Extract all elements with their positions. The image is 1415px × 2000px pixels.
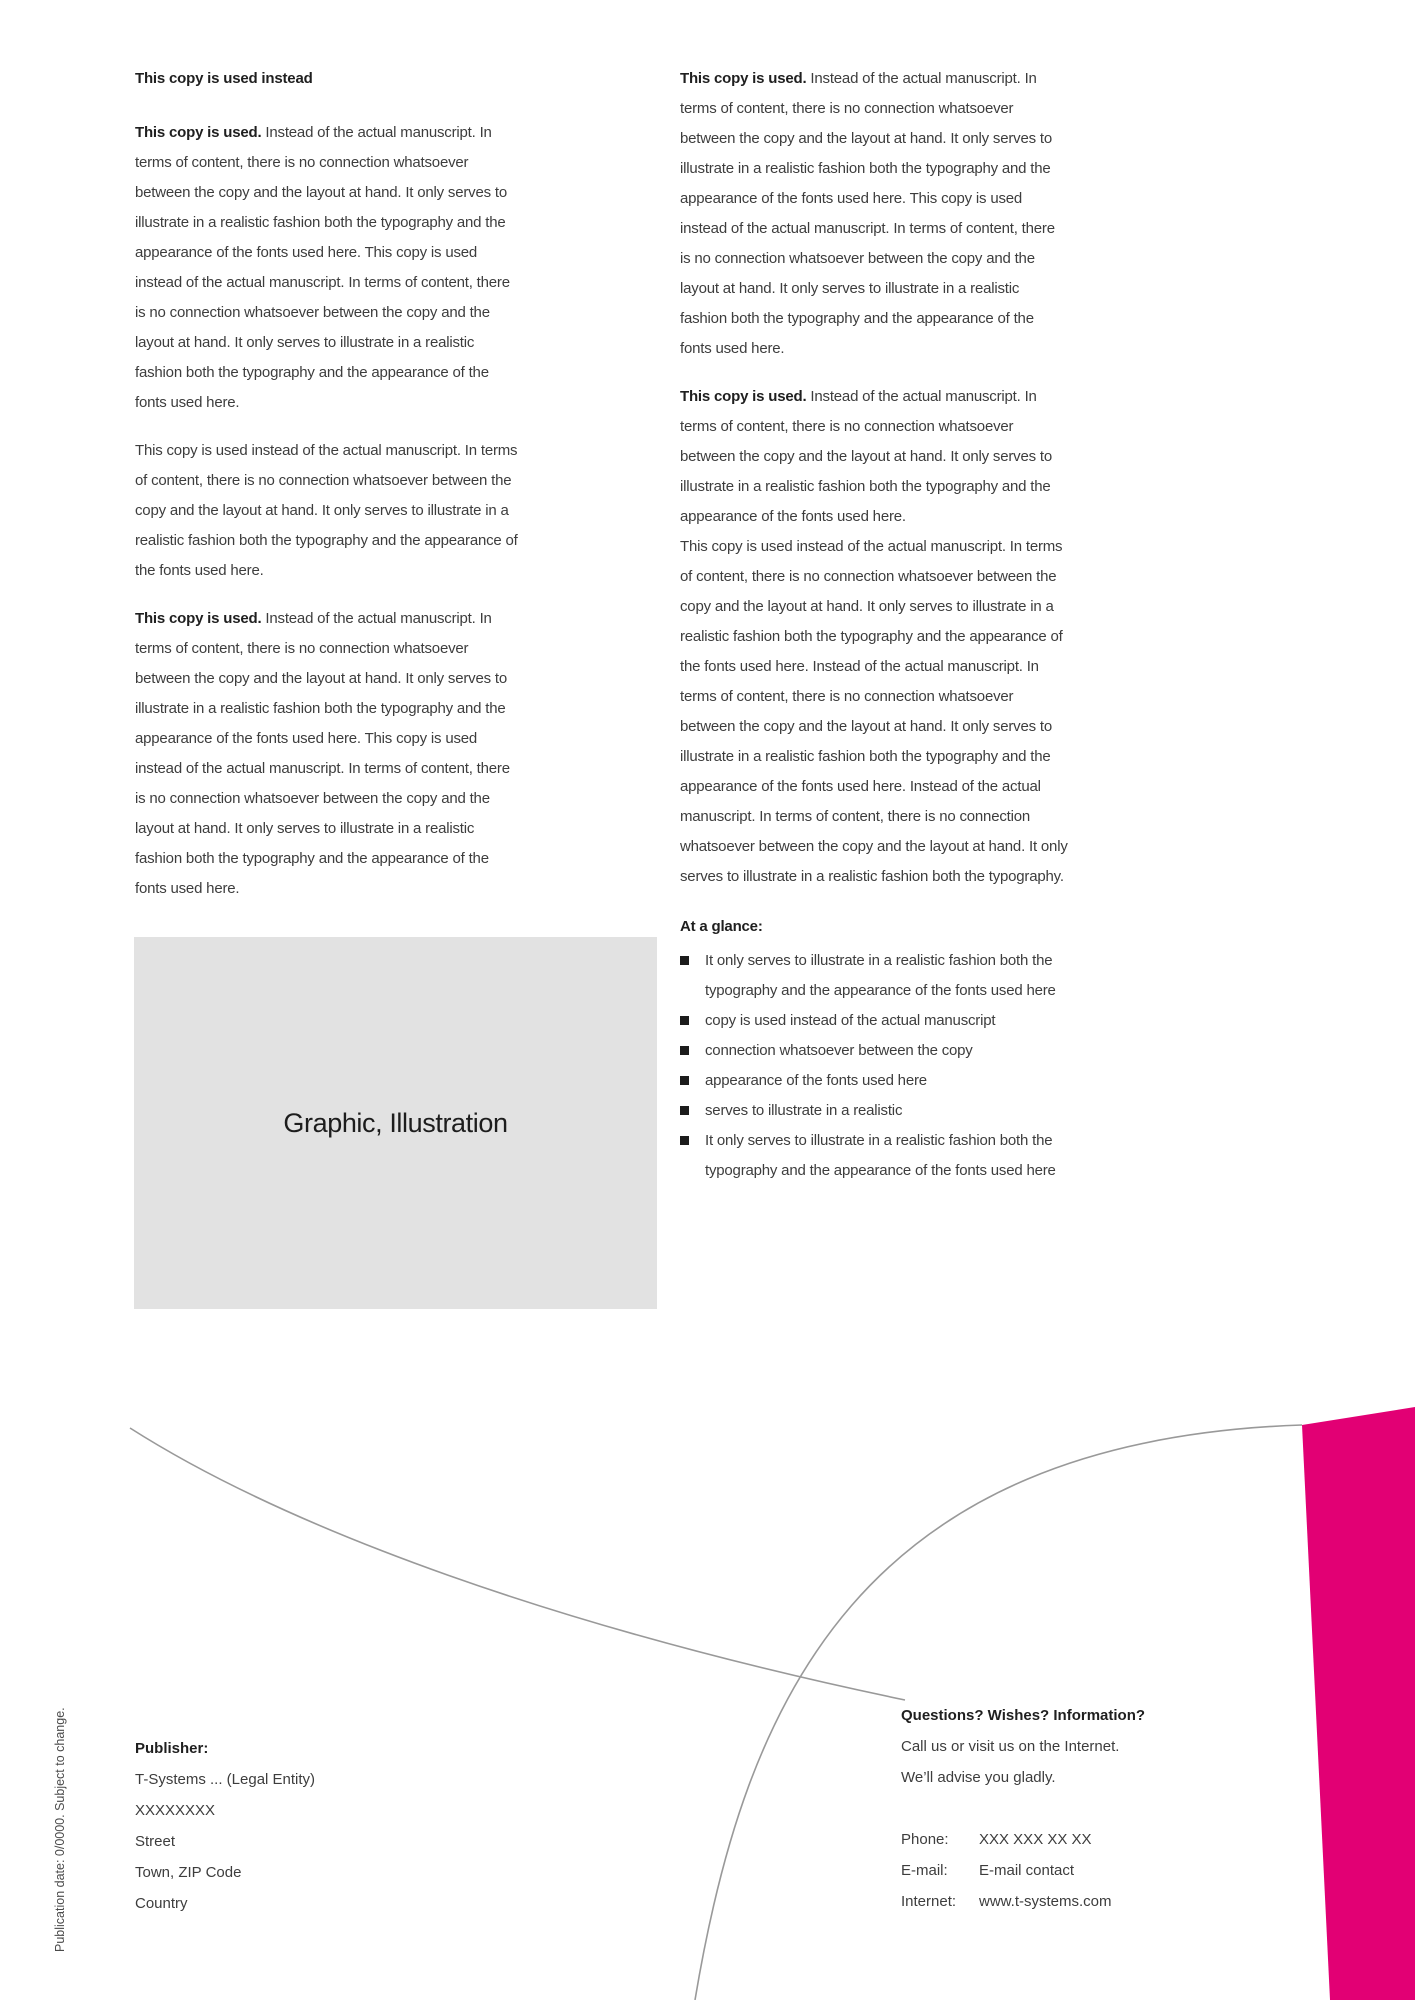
paragraph-lead: This copy is used.	[135, 124, 262, 141]
paragraph-text: This copy is used instead of the actual manuscript. In terms of content, there is no connection whatsoever between the copy and the layout at hand. It only serves to illustrate in a realistic fashion both the typography and the appearance of the fonts used here.	[135, 442, 518, 579]
right-column	[680, 64, 1068, 1186]
list-item	[680, 1096, 1068, 1126]
bullet-square-icon	[680, 1046, 689, 1055]
website-link[interactable]: www.t-systems.com	[979, 1893, 1112, 1910]
paragraph	[680, 532, 1068, 892]
email-contact-link[interactable]: E-mail contact	[979, 1862, 1075, 1879]
graphic-placeholder-label: Graphic, Illustration	[283, 1107, 508, 1138]
at-a-glance-list	[680, 946, 1068, 1186]
paragraph-lead: This copy is used.	[680, 70, 807, 87]
contact-row-phone	[901, 1824, 1145, 1855]
phone-number: XXX XXX XX XX	[979, 1831, 1092, 1848]
list-item-text: connection whatsoever between the copy	[705, 1042, 973, 1059]
contact-label: Phone:	[901, 1831, 949, 1848]
paragraph-lead: This copy is used.	[135, 610, 262, 627]
publisher-heading: Publisher:	[135, 1740, 209, 1757]
list-item	[680, 1006, 1068, 1036]
paragraph	[680, 64, 1068, 364]
publisher-line: Town, ZIP Code	[135, 1864, 242, 1881]
paragraph-text: This copy is used instead of the actual manuscript. In terms of content, there is no connection whatsoever between the copy and the layout at hand. It only serves to illustrate in a realistic fashion both the typography and the appearance of the fonts used here. Instead of the actual manuscript. In terms of content, there is no connection whatsoever between the copy and the layout at hand. It only serves to illustrate in a realistic fashion both the typography and the appearance of the fonts used here. Instead of the actual manuscript. In terms of content, there is no connection whatsoever between the copy and the layout at hand. It only serves to illustrate in a realistic fashion both the typography.	[680, 538, 1068, 885]
paragraph	[680, 382, 1068, 532]
bullet-square-icon	[680, 1136, 689, 1145]
paragraph	[135, 118, 519, 418]
bullet-square-icon	[680, 956, 689, 965]
publisher-line: T-Systems ... (Legal Entity)	[135, 1771, 316, 1788]
contact-intro-line: Call us or visit us on the Internet.	[901, 1738, 1120, 1755]
left-column	[135, 64, 519, 922]
paragraph-text: Instead of the actual manuscript. In terms of content, there is no connection whatsoever between the copy and the layout at hand. It only serves to illustrate in a realistic fashion both the typography and the appearance of the fonts used here. This copy is used instead of the actual manuscript. In terms of content, there is no connection whatsoever between the copy and the layout at hand. It only serves to illustrate in a realistic fashion both the typography and the appearance of the fonts used here.	[680, 70, 1055, 357]
publisher-line: Country	[135, 1895, 188, 1912]
paragraph	[135, 436, 519, 586]
at-a-glance-heading: At a glance:	[680, 918, 763, 935]
contact-block	[901, 1700, 1145, 1917]
contact-rows	[901, 1824, 1145, 1917]
contact-heading: Questions? Wishes? Information?	[901, 1707, 1146, 1724]
left-column-heading: This copy is used instead	[135, 70, 313, 87]
publisher-block	[135, 1733, 315, 1919]
bullet-square-icon	[680, 1016, 689, 1025]
list-item	[680, 1066, 1068, 1096]
publication-date-note: Publication date: 0/0000. Subject to change.	[53, 1707, 67, 1952]
bullet-square-icon	[680, 1076, 689, 1085]
brand-magenta-wedge	[1302, 1407, 1415, 2000]
list-item-text: copy is used instead of the actual manuscript	[705, 1012, 996, 1029]
paragraph-text: Instead of the actual manuscript. In terms of content, there is no connection whatsoever between the copy and the layout at hand. It only serves to illustrate in a realistic fashion both the typography and the appearance of the fonts used here. This copy is used instead of the actual manuscript. In terms of content, there is no connection whatsoever between the copy and the layout at hand. It only serves to illustrate in a realistic fashion both the typography and the appearance of the fonts used here.	[135, 610, 510, 897]
contact-label: Internet:	[901, 1893, 957, 1910]
paragraph-lead: This copy is used.	[680, 388, 807, 405]
graphic-placeholder-box	[134, 937, 657, 1309]
list-item	[680, 946, 1068, 1006]
contact-intro-line: We’ll advise you gladly.	[901, 1769, 1056, 1786]
list-item-text: It only serves to illustrate in a realistic fashion both the typography and the appearance of the fonts used here	[705, 952, 1056, 999]
publisher-line: Street	[135, 1833, 176, 1850]
bullet-square-icon	[680, 1106, 689, 1115]
sweep-curve-left	[130, 1428, 905, 1700]
paragraph	[135, 604, 519, 904]
contact-row-internet	[901, 1886, 1145, 1917]
paragraph-text: Instead of the actual manuscript. In terms of content, there is no connection whatsoever between the copy and the layout at hand. It only serves to illustrate in a realistic fashion both the typography and the appearance of the fonts used here.	[680, 388, 1052, 525]
list-item-text: It only serves to illustrate in a realistic fashion both the typography and the appearance of the fonts used here	[705, 1132, 1056, 1179]
contact-row-email	[901, 1855, 1145, 1886]
list-item	[680, 1036, 1068, 1066]
list-item	[680, 1126, 1068, 1186]
contact-label: E-mail:	[901, 1862, 948, 1879]
paragraph-text: Instead of the actual manuscript. In terms of content, there is no connection whatsoever between the copy and the layout at hand. It only serves to illustrate in a realistic fashion both the typography and the appearance of the fonts used here. This copy is used instead of the actual manuscript. In terms of content, there is no connection whatsoever between the copy and the layout at hand. It only serves to illustrate in a realistic fashion both the typography and the appearance of the fonts used here.	[135, 124, 510, 411]
list-item-text: serves to illustrate in a realistic	[705, 1102, 903, 1119]
publisher-line: XXXXXXXX	[135, 1802, 216, 1819]
list-item-text: appearance of the fonts used here	[705, 1072, 927, 1089]
